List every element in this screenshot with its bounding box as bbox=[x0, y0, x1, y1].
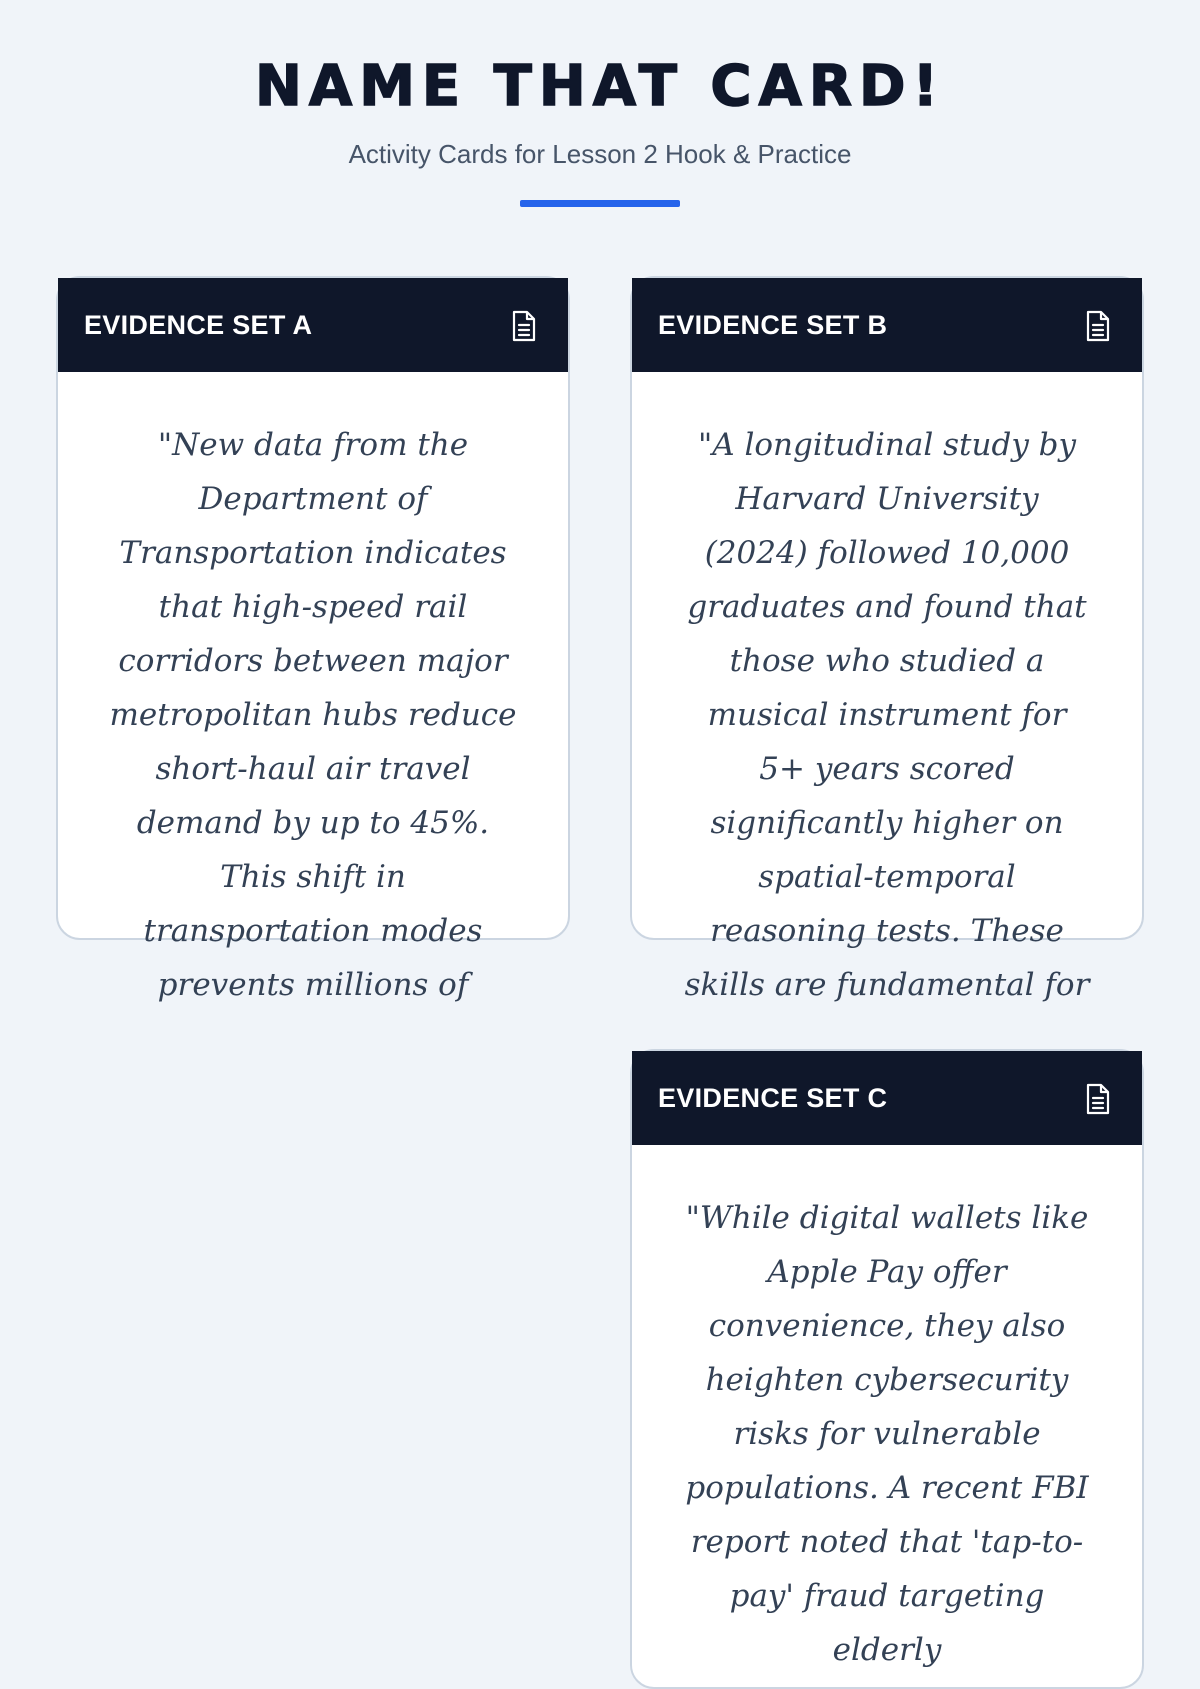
card-body bbox=[632, 372, 1142, 1003]
card-title: EVIDENCE SET A bbox=[84, 310, 313, 340]
document-icon bbox=[1084, 310, 1112, 342]
document-icon bbox=[510, 310, 538, 342]
card-body bbox=[632, 1145, 1142, 1687]
card-title: EVIDENCE SET B bbox=[658, 310, 888, 340]
evidence-card-c[interactable] bbox=[630, 1049, 1144, 1689]
evidence-card-b[interactable] bbox=[630, 276, 1144, 1003]
evidence-quote: "While digital wallets like Apple Pay offer convenience, they also heighten cybersecurity risks for vulnerable populations. A recent FBI report noted that 'tap-to-pay' fraud targeting elderly bbox=[685, 1200, 1089, 1668]
card-header bbox=[632, 278, 1142, 372]
evidence-card-a[interactable] bbox=[56, 276, 570, 1003]
title-divider bbox=[520, 200, 680, 207]
card-body bbox=[58, 372, 568, 1003]
card-title: EVIDENCE SET C bbox=[658, 1083, 888, 1113]
page-title: NAME THAT CARD! bbox=[254, 54, 946, 119]
evidence-quote: "New data from the Department of Transportation indicates that high-speed rail corridors between major metropolitan hubs reduce short-haul air travel demand by up to 45%. This shift in transportation modes prevents millions of bbox=[109, 427, 517, 1003]
card-header bbox=[632, 1051, 1142, 1145]
document-icon bbox=[1084, 1083, 1112, 1115]
card-header bbox=[58, 278, 568, 372]
evidence-quote: "A longitudinal study by Harvard University (2024) followed 10,000 graduates and found that those who studied a musical instrument for 5+ years scored significantly higher on spatial-temporal reasoning tests. These skills are fundamental for bbox=[684, 427, 1090, 1003]
page-subtitle: Activity Cards for Lesson 2 Hook & Practice bbox=[348, 139, 852, 169]
